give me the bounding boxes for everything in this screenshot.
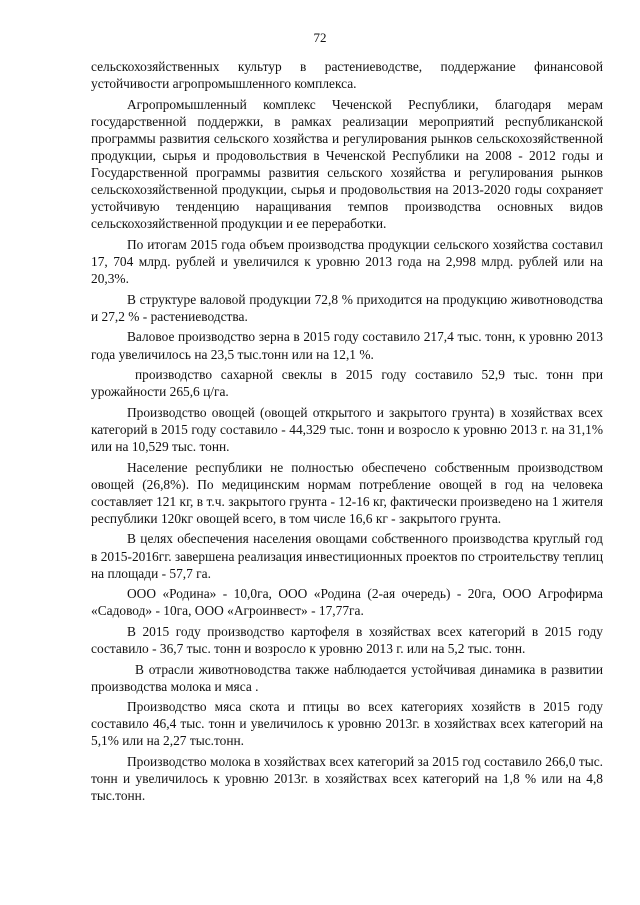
page-number: 72 [313,30,327,45]
paragraph-greenhouse-projects: В целях обеспечения населения овощами собственного производства круглый год в 2015-2016гг. завершена реализация инвестиционных проектов по строительству теплиц на площади - 57,7 га. [91,531,603,581]
paragraph-grain: Валовое производство зерна в 2015 году составило 217,4 тыс. тонн, к уровню 2013 года увеличилось на 23,5 тыс.тонн или на 12,1 %. [91,329,603,362]
paragraph-milk: Производство молока в хозяйствах всех категорий за 2015 год составило 266,0 тыс. тонн и увеличилось к уровню 2013г. в хозяйствах всех категорий на 1,8 % или на 4,8 тыс.тонн. [91,754,603,804]
paragraph-continuation: сельскохозяйственных культур в растениеводстве, поддержание финансовой устойчивости агропромышленного комплекса. [91,59,603,92]
document-body [91,58,603,808]
paragraph-vegetables: Производство овощей (овощей открытого и закрытого грунта) в хозяйствах всех категорий в 2015 году составило - 44,329 тыс. тонн и возросло к уровню 2013 г. на 31,1% или на 10,529 тыс. тонн. [91,404,603,454]
paragraph-agro-complex: Агропромышленный комплекс Чеченской Республики, благодаря мерам государственной поддержки, в рамках реализации мероприятий республиканской программы развития сельского хозяйства и регулирования рынков сельскохозяйственной продукции, сырья и продовольствия в Чеченской Республики на 2008 - 2012 годы и Государственной программы развития сельского хозяйства и регулирования рынков сельскохозяйственной продукции, сырья и продовольствия на 2013-2020 годы сохраняет устойчивую тенденцию наращивания темпов производства основных видов сельскохозяйственной продукции и ее переработки. [91,96,603,232]
paragraph-gross-structure: В структуре валовой продукции 72,8 % приходится на продукцию животноводства и 27,2 % - растениеводства. [91,291,603,324]
paragraph-meat: Производство мяса скота и птицы во всех категориях хозяйств в 2015 году составило 46,4 тыс. тонн и увеличилось к уровню 2013г. в хозяйствах всех категорий на 5,1% или на 2,27 тыс.тонн. [91,699,603,749]
paragraph-population-supply: Население республики не полностью обеспечено собственным производством овощей (26,8%). По медицинским нормам потребление овощей в год на человека составляет 121 кг, в т.ч. закрытого грунта - 12-16 кг, фактически произведено на 1 жителя республики 120кг овощей всего, в том числе 16,6 кг - закрытого грунта. [91,459,603,526]
paragraph-greenhouse-companies: ООО «Родина» - 10,0га, ООО «Родина (2-ая очередь) - 20га, ООО Агрофирма «Садовод» - 10га, ООО «Агроинвест» - 17,77га. [91,586,603,619]
paragraph-production-volume: По итогам 2015 года объем производства продукции сельского хозяйства составил 17, 704 млрд. рублей и увеличился к уровню 2013 года на 2,998 млрд. рублей или на 20,3%. [91,236,603,287]
paragraph-potatoes: В 2015 году производство картофеля в хозяйствах всех категорий в 2015 году составило - 36,7 тыс. тонн и возросло к уровню 2013 г. или на 5,2 тыс. тонн. [91,623,603,656]
paragraph-livestock: В отрасли животноводства также наблюдается устойчивая динамика в развитии производства молока и мяса . [91,661,603,694]
paragraph-sugar-beet: производство сахарной свеклы в 2015 году составило 52,9 тыс. тонн при урожайности 265,6 ц/га. [91,367,603,400]
